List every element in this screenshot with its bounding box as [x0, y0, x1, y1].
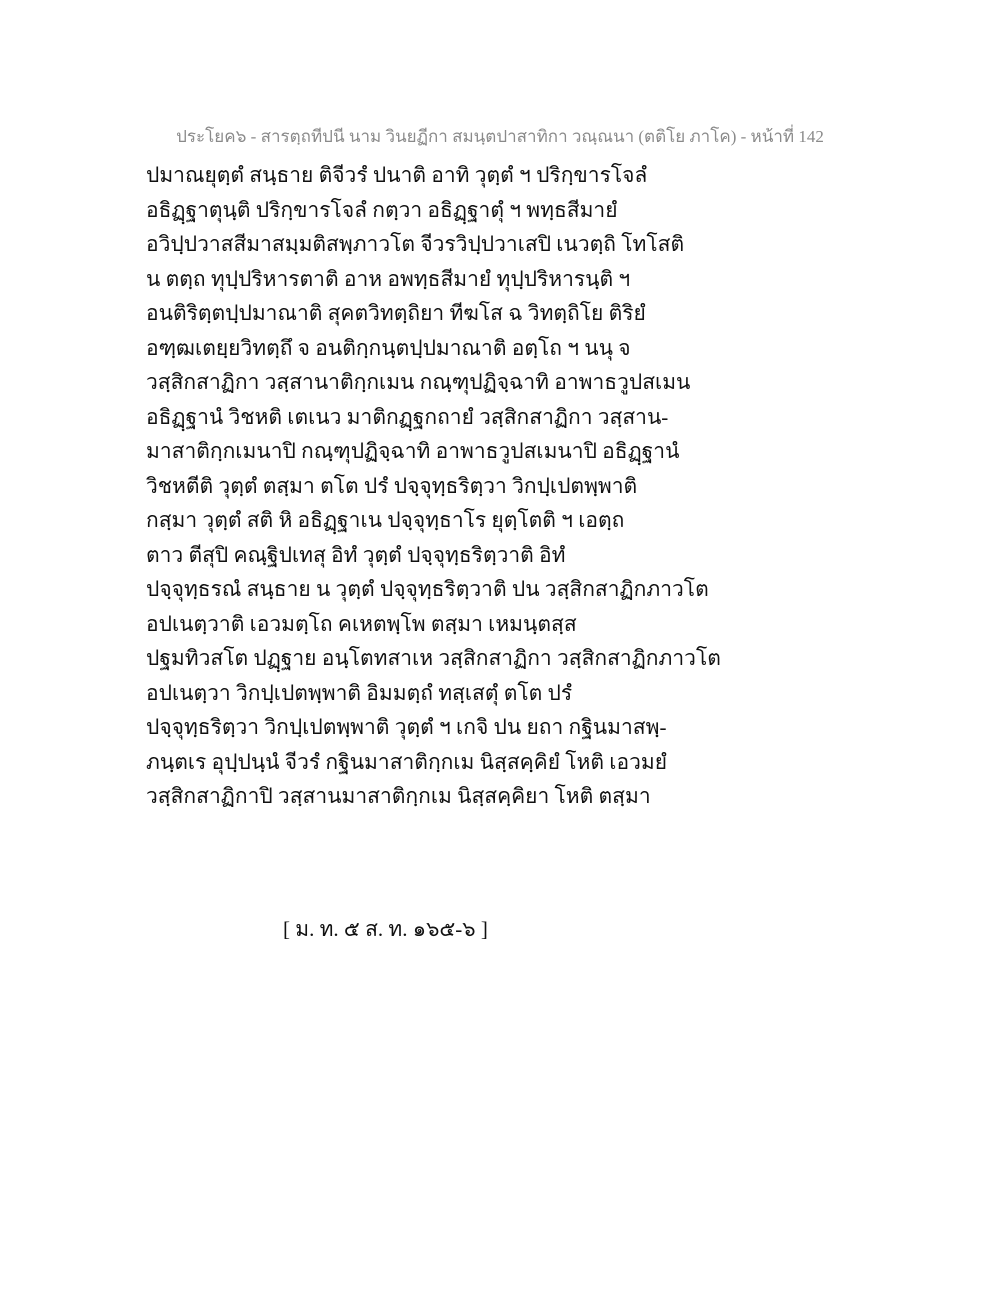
text-line: วสฺสิกสาฏิกาปิ วสฺสานมาสาติกฺกเม นิสฺสคฺคิยา โหติ ตสฺมา	[146, 784, 651, 808]
text-line: อปเนตฺวา วิกปฺเปตพฺพาติ อิมมตฺถํ ทสฺเสตุํ ตโต ปรํ	[146, 680, 573, 705]
citation: [ ม. ท. ๕ ส. ท. ๑๖๕-๖ ]	[283, 917, 488, 941]
text-line: ภนฺตเร อุปฺปนฺนํ จีวรํ กฐินมาสาติกฺกเม นิสฺสคฺคิยํ โหติ เอวมยํ	[146, 749, 668, 774]
text-line: ปมาณยุตฺตํ สนฺธาย ติจีวรํ ปนาติ อาทิ วุตฺตํ ฯ ปริกฺขารโจลํ	[146, 163, 648, 187]
body-text	[146, 158, 746, 814]
text-line: อปเนตฺวาติ เอวมตฺโถ คเหตพฺโพ ตสฺมา เหมนฺตสฺส	[146, 611, 577, 636]
text-line: อนติริตฺตปฺปมาณาติ สุคตวิทตฺถิยา ทีฆโส ฉ วิทตฺถิโย ติริยํ	[146, 301, 646, 325]
text-line: กสฺมา วุตฺตํ สติ หิ อธิฏฺฐาเน ปจฺจุทฺธาโร ยุตฺโตติ ฯ เอตฺถ	[146, 508, 625, 532]
text-line: น ตตฺถ ทุปฺปริหารตาติ อาห อพทฺธสีมายํ ทุปฺปริหารนฺติ ฯ	[146, 266, 631, 291]
text-line: อธิฏฺฐาตุนฺติ ปริกฺขารโจลํ กตฺวา อธิฏฺฐาตุํ ฯ พทฺธสีมายํ	[146, 197, 618, 222]
text-line: มาสาติกฺกเมนาปิ กณฺฑุปฏิจฺฉาทิ อาพาธวูปสเมนาปิ อธิฏฺฐานํ	[146, 439, 680, 463]
text-line: อฑฺฒเตยฺยวิทตฺถึ จ อนติกฺกนฺตปฺปมาณาติ อตฺโถ ฯ นนุ จ	[146, 335, 631, 360]
text-line: อธิฏฺฐานํ วิชหติ เตเนว มาติกฏฺฐกถายํ วสฺสิกสาฏิกา วสฺสาน-	[146, 404, 669, 429]
text-line: ตาว ตีสุปิ คณฺฐิปเทสุ อิทํ วุตฺตํ ปจฺจุทฺธริตฺวาติ อิทํ	[146, 542, 566, 567]
text-line: วิชหตีติ วุตฺตํ ตสฺมา ตโต ปรํ ปจฺจุทฺธริตฺวา วิกปฺเปตพฺพาติ	[146, 473, 638, 498]
text-line: ปจฺจุทฺธรณํ สนฺธาย น วุตฺตํ ปจฺจุทฺธริตฺวาติ ปน วสฺสิกสาฏิกภาวโต	[146, 577, 709, 601]
text-line: ปฐมทิวสโต ปฏฺฐาย อนฺโตทสาเห วสฺสิกสาฏิกา วสฺสิกสาฏิกภาวโต	[146, 646, 721, 670]
running-header: ประโยค๖ - สารตฺถทีปนี นาม วินยฏีกา สมนฺตปาสาทิกา วณฺณนา (ตติโย ภาโค) - หน้าที่ 142	[176, 127, 824, 146]
text-line: วสฺสิกสาฏิกา วสฺสานาติกฺกเมน กณฺฑุปฏิจฺฉาทิ อาพาธวูปสเมน	[146, 370, 691, 394]
text-line: อวิปฺปวาสสีมาสมฺมติสพฺภาวโต จีวรวิปฺปวาเสปิ เนวตฺถิ โทโสติ	[146, 232, 685, 256]
text-line: ปจฺจุทฺธริตฺวา วิกปฺเปตพฺพาติ วุตฺตํ ฯ เกจิ ปน ยถา กฐินมาสพฺ-	[146, 715, 667, 739]
